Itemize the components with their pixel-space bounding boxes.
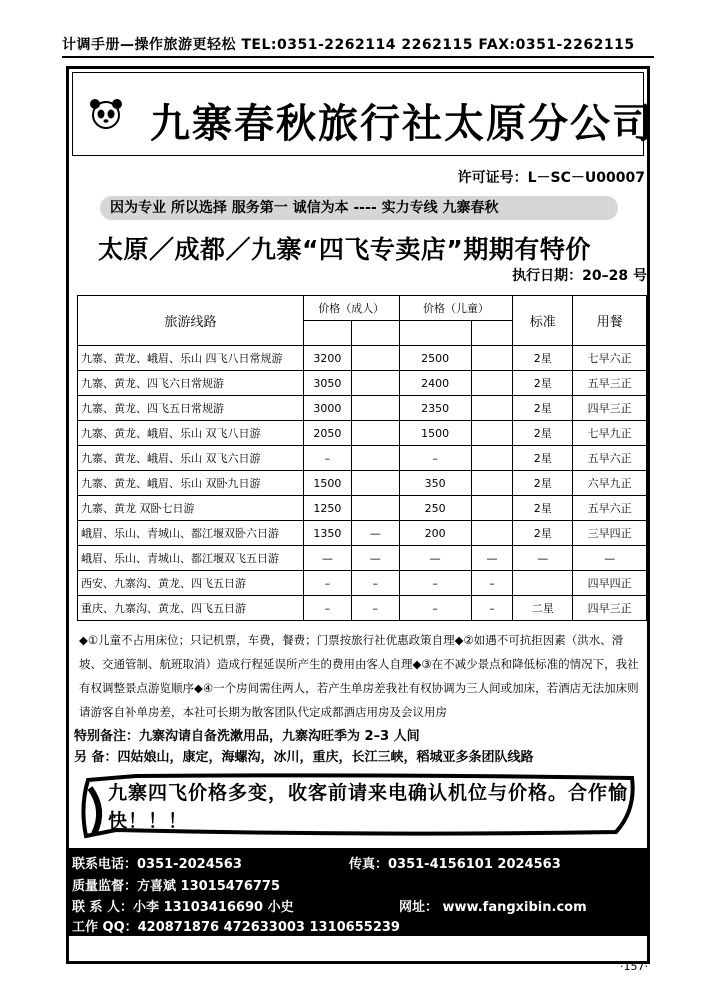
meal-cell: 四早三正	[573, 396, 647, 421]
special-line-1: 特别备注：九寨沟请自备洗漱用品，九寨沟旺季为 2–3 人间	[74, 729, 420, 744]
child-extra-cell	[471, 346, 513, 371]
table-row	[78, 346, 647, 371]
route-cell: 九寨、黄龙、峨眉、乐山 四飞八日常规游	[78, 346, 304, 371]
adult-price-cell: 3000	[303, 396, 351, 421]
route-cell: 峨眉、乐山、青城山、都江堰双飞五日游	[78, 546, 304, 571]
adult-price-cell: 1500	[303, 471, 351, 496]
header-child-price: 价格（儿童）	[399, 296, 513, 321]
standard-cell: —	[513, 546, 573, 571]
route-cell: 九寨、黄龙 双卧七日游	[78, 496, 304, 521]
contact-website[interactable]: 网址： www.fangxibin.com	[399, 900, 587, 915]
adult-price-cell: –	[303, 446, 351, 471]
child-extra-cell	[471, 421, 513, 446]
table-row	[78, 546, 647, 571]
special-remarks	[74, 726, 534, 768]
header-topline: 计调手册—操作旅游更轻松 TEL:0351-2262114 2262115 FAX:0351-2262115	[62, 34, 654, 58]
child-price-cell: 200	[399, 521, 471, 546]
standard-cell: 2星	[513, 471, 573, 496]
contact-phone: 联系电话：0351-2024563	[72, 857, 242, 872]
table-row	[78, 571, 647, 596]
standard-cell: 2星	[513, 446, 573, 471]
adult-price-cell: 1350	[303, 521, 351, 546]
route-cell: 九寨、黄龙、峨眉、乐山 双飞六日游	[78, 446, 304, 471]
child-price-cell: 350	[399, 471, 471, 496]
child-price-cell: —	[399, 546, 471, 571]
table-row	[78, 496, 647, 521]
standard-cell: 2星	[513, 521, 573, 546]
child-extra-cell: –	[471, 596, 513, 621]
adult-extra-cell: —	[351, 546, 399, 571]
header-sub-cell	[303, 321, 351, 346]
adult-extra-cell	[351, 371, 399, 396]
child-extra-cell	[471, 446, 513, 471]
header-standard: 标准	[513, 296, 573, 346]
adult-price-cell: 3200	[303, 346, 351, 371]
child-price-cell: –	[399, 446, 471, 471]
standard-cell	[513, 571, 573, 596]
route-cell: 重庆、九寨沟、黄龙、四飞五日游	[78, 596, 304, 621]
header-sub-cell	[471, 321, 513, 346]
meal-cell: 三早四正	[573, 521, 647, 546]
headline: 太原／成都／九寨“四飞专卖店”期期有特价	[98, 235, 591, 264]
contact-person: 联 系 人：小李 13103416690 小史	[72, 900, 294, 915]
contact-fax: 传真：0351-4156101 2024563	[349, 857, 561, 872]
contact-qq: 工作 QQ：420871876 472633003 1310655239	[72, 920, 400, 935]
adult-extra-cell	[351, 496, 399, 521]
table-row	[78, 396, 647, 421]
child-extra-cell	[471, 471, 513, 496]
meal-cell: 七早九正	[573, 421, 647, 446]
adult-price-cell: –	[303, 571, 351, 596]
standard-cell: 二星	[513, 596, 573, 621]
execution-date: 执行日期：20–28 号	[512, 268, 647, 284]
table-row	[78, 596, 647, 621]
child-price-cell: 2400	[399, 371, 471, 396]
meal-cell: 五早六正	[573, 496, 647, 521]
route-cell: 九寨、黄龙、峨眉、乐山 双卧九日游	[78, 471, 304, 496]
license-number: 许可证号：L－SC－U00007	[457, 170, 645, 186]
special-line-2-label: 另 备：	[74, 750, 118, 765]
meal-cell: 五早六正	[573, 446, 647, 471]
adult-extra-cell: –	[351, 596, 399, 621]
adult-price-cell: 2050	[303, 421, 351, 446]
standard-cell: 2星	[513, 371, 573, 396]
meal-cell: —	[573, 546, 647, 571]
panda-logo-icon	[89, 97, 123, 131]
meal-cell: 六早九正	[573, 471, 647, 496]
table-row	[78, 471, 647, 496]
adult-extra-cell	[351, 396, 399, 421]
child-extra-cell: —	[471, 546, 513, 571]
child-extra-cell	[471, 496, 513, 521]
table-row	[78, 521, 647, 546]
table-row	[78, 446, 647, 471]
child-price-cell: –	[399, 571, 471, 596]
terms-notes: ◆①儿童不占用床位；只记机票，车费，餐费；门票按旅行社优惠政策自理◆②如遇不可抗拒因素（洪水、滑坡、交通管制、航班取消）造成行程延误所产生的费用由客人自理◆③在不减少景点和降低标准的情况下，我社有权调整景点游览顺序◆④一个房间需住两人，若产生单房差我社有权协调为三人间或加床，若酒店无法加床则请游客自补单房差，本社可长期为散客团队代定成都酒店用房及会议用房	[79, 633, 639, 719]
child-price-cell: 2500	[399, 346, 471, 371]
child-extra-cell: –	[471, 571, 513, 596]
adult-extra-cell: —	[351, 521, 399, 546]
meal-cell: 四早三正	[573, 596, 647, 621]
header-route: 旅游线路	[78, 296, 304, 346]
special-line-2-text: 四姑娘山，康定，海螺沟，冰川，重庆，长江三峡，稻城亚多条团队线路	[117, 750, 534, 765]
adult-price-cell: 1250	[303, 496, 351, 521]
page-number: ·157·	[620, 960, 648, 973]
company-name: 九寨春秋旅行社太原分公司	[150, 100, 654, 147]
child-price-cell: 1500	[399, 421, 471, 446]
table-row	[78, 371, 647, 396]
standard-cell: 2星	[513, 496, 573, 521]
standard-cell: 2星	[513, 421, 573, 446]
child-price-cell: 2350	[399, 396, 471, 421]
child-extra-cell	[471, 371, 513, 396]
table-row	[78, 421, 647, 446]
child-extra-cell	[471, 396, 513, 421]
price-table	[77, 295, 647, 621]
route-cell: 西安、九寨沟、黄龙、四飞五日游	[78, 571, 304, 596]
route-cell: 九寨、黄龙、四飞六日常规游	[78, 371, 304, 396]
contact-quality: 质量监督：方喜斌 13015476775	[72, 879, 281, 894]
header-sub-cell	[351, 321, 399, 346]
special-line-2	[74, 747, 534, 768]
adult-extra-cell: –	[351, 571, 399, 596]
route-cell: 九寨、黄龙、峨眉、乐山 双飞八日游	[78, 421, 304, 446]
meal-cell: 五早三正	[573, 371, 647, 396]
standard-cell: 2星	[513, 396, 573, 421]
header-sub-cell	[399, 321, 471, 346]
adult-extra-cell	[351, 346, 399, 371]
child-price-cell: –	[399, 596, 471, 621]
child-price-cell: 250	[399, 496, 471, 521]
route-cell: 峨眉、乐山、青城山、都江堰双卧六日游	[78, 521, 304, 546]
bubble-message: 九寨四飞价格多变，收客前请来电确认机位与价格。合作愉快！！！	[108, 782, 629, 832]
adult-extra-cell	[351, 471, 399, 496]
meal-cell: 七早六正	[573, 346, 647, 371]
adult-extra-cell	[351, 446, 399, 471]
header-adult-price: 价格（成人）	[303, 296, 399, 321]
meal-cell: 四早四正	[573, 571, 647, 596]
child-extra-cell	[471, 521, 513, 546]
header-meals: 用餐	[573, 296, 647, 346]
adult-price-cell: —	[303, 546, 351, 571]
adult-price-cell: 3050	[303, 371, 351, 396]
adult-price-cell: –	[303, 596, 351, 621]
adult-extra-cell	[351, 421, 399, 446]
slogan-banner: 因为专业 所以选择 服务第一 诚信为本 ---- 实力专线 九寨春秋	[100, 196, 618, 220]
standard-cell: 2星	[513, 346, 573, 371]
route-cell: 九寨、黄龙、四飞五日常规游	[78, 396, 304, 421]
contact-panel	[66, 848, 650, 936]
